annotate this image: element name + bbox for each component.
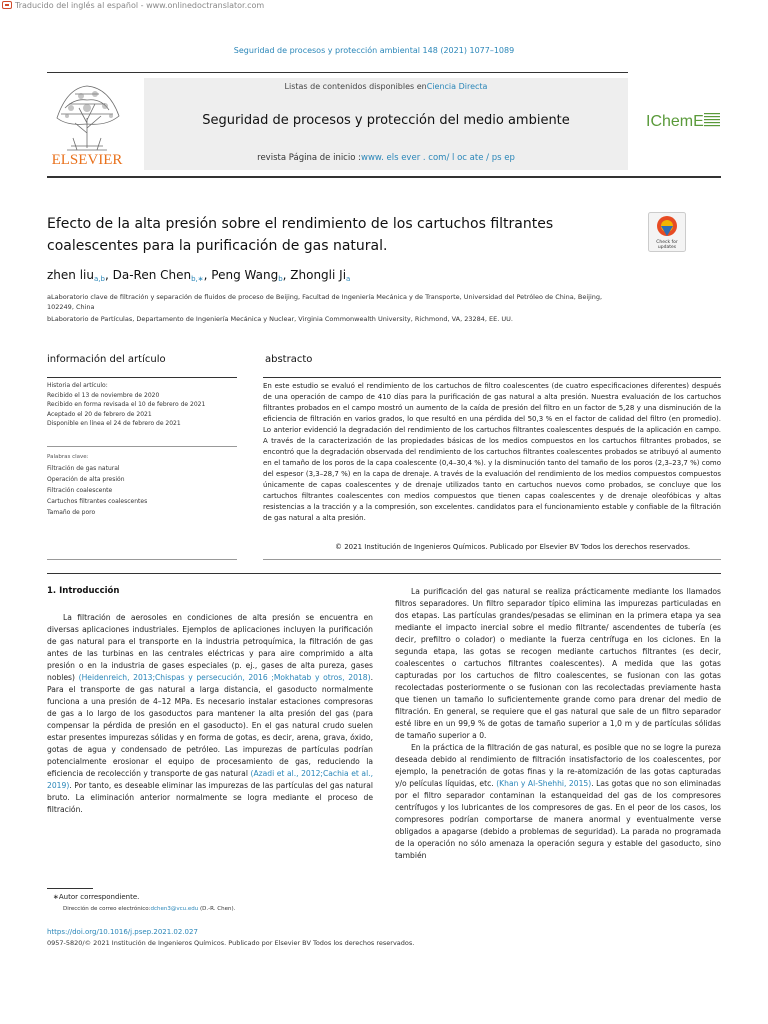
paragraph: En la práctica de la filtración de gas natural, es posible que no se logre la pureza deseada debido al rendimiento de filtración insatisfactorio de los coalescentes, por ejemplo, la penetración de gotas finas y la re-atomización de las gotas capturadas y/o películas líquidas, etc. (Khan y Al-Shehhi, 2015). Las gotas que no son eliminadas por el filtro separador contaminan la estanqueidad del gas de los compresores centrífugos y los lubricantes de los compresores de gas. En el peor de los casos, los compresores podrían comportarse de manera anormal y eventualmente verse obligados a apagarse (debido a problemas de seguridad). La parada no programada de la operación no sólo amenaza la operación segura y estable del gasoducto, sino también	[395, 743, 722, 860]
check-for-updates-icon[interactable]	[648, 212, 686, 252]
author-name[interactable]: Da-Ren Chen	[112, 268, 192, 282]
abstract-heading: abstracto	[265, 354, 313, 365]
header-rule	[47, 72, 628, 73]
keyword: Operación de alta presión	[47, 476, 125, 483]
footnote-rule	[47, 888, 93, 889]
citation-link[interactable]: (Khan y Al-Shehhi, 2015)	[496, 779, 592, 788]
author-affil-mark[interactable]: a	[346, 275, 351, 283]
history-received: Recibido el 13 de noviembre de 2020	[47, 391, 160, 399]
svg-text:Check for: Check for	[656, 240, 678, 245]
svg-text:ELSEVIER: ELSEVIER	[51, 152, 123, 166]
abstract-rule	[263, 377, 721, 378]
keywords-label: Palabras clave:	[47, 454, 89, 460]
history-rule	[47, 446, 237, 447]
svg-text:updates: updates	[657, 245, 677, 250]
elsevier-logo	[47, 78, 127, 166]
history-label: Historia del artículo:	[47, 382, 108, 389]
keywords	[47, 452, 147, 518]
svg-text:IChemE: IChemE	[646, 113, 704, 130]
article-history	[47, 381, 237, 429]
keyword: Filtración coalescente	[47, 487, 113, 494]
icheme-logo	[646, 108, 722, 132]
history-revised: Recibido en forma revisada el 10 de febrero de 2021	[47, 401, 206, 408]
journal-title: Seguridad de procesos y protección del medio ambiente	[202, 113, 570, 128]
corresponding-author-note: ∗Autor correspondiente.	[53, 893, 140, 901]
keyword: Cartuchos filtrantes coalescentes	[47, 498, 148, 505]
author-affil-mark[interactable]: b	[278, 275, 283, 283]
running-head[interactable]: Seguridad de procesos y protección ambiental 148 (2021) 1077–1089	[233, 46, 515, 55]
author-list: zhen liu$^{a,b}$, Da-Ren Chen$^{b,∗}$, Peng Wang$^b$, Zhongli Ji$^a$	[47, 268, 351, 283]
author-name[interactable]: Peng Wang	[211, 268, 279, 282]
affiliation-b: bLaboratorio de Partículas, Departamento de Ingeniería Mecánica y Nuclear, Virginia Commonwealth University, Richmond, VA, 23284, EE. UU.	[47, 315, 513, 323]
contents-prefix: Listas de contenidos disponibles en	[284, 82, 427, 91]
body-column-left	[47, 612, 373, 816]
email-note: Dirección de correo electrónico:dchen3@vcu.edu (D.-R. Chen).	[63, 906, 236, 912]
translator-banner-text: Traducido del inglés al español - www.onlinedoctranslator.com	[15, 0, 265, 10]
keyword: Filtración de gas natural	[47, 465, 120, 472]
journal-header-box	[144, 78, 628, 170]
doi-link[interactable]: https://doi.org/10.1016/j.psep.2021.02.027	[47, 928, 198, 936]
affiliation-a: aLaboratorio clave de filtración y separación de fluidos de proceso de Beijing, Facultad de Ingeniería Mecánica y de Transporte, Universidad del Petróleo de China, Beijing, 102249, China	[47, 293, 603, 311]
keyword: Tamaño de poro	[47, 509, 96, 516]
translator-banner[interactable]	[2, 0, 264, 10]
contents-availability	[144, 82, 628, 91]
author-affil-mark[interactable]: a,b	[93, 275, 105, 283]
issn-line: 0957-5820/© 2021 Institución de Ingenieros Químicos. Publicado por Elsevier BV Todos los derechos reservados.	[47, 939, 415, 947]
sciencedirect-link[interactable]: Ciencia Directa	[426, 82, 488, 91]
header-rule-thick	[47, 176, 721, 178]
author-name[interactable]: zhen liu	[47, 268, 94, 282]
homepage-prefix: revista Página de inicio :	[257, 153, 361, 163]
author-affil-mark[interactable]: b,∗	[191, 275, 204, 283]
paragraph: La purificación del gas natural se realiza prácticamente mediante los llamados filtros separadores. Un filtro separador típico elimina las impurezas particuladas en dos etapas. Las partículas grandes/pesadas se eliminan en la primera etapa ya sea mediante el impacto inercial sobre el medio filtrante/ ascendentes de tubería (es decir, prefiltro o colador) o mediante la fuerza centrífuga en los ciclones. En la segunda etapa, las gotas se recogen mediante cartuchos filtrantes (es decir, coalescentes o cartuchos filtrantes coalescentes). A medida que las gotas capturadas por los cartuchos de filtro coalescentes, se fusionan con las gotas recolectadas posteriormente o se fusionan con las recolectadas previamente hasta que tienen un tamaño lo suficientemente grande como para drenar del medio de filtración. En general, se requiere que el gas natural que sale de un filtro separador esté libre en un 99,9 % de gotas de tamaño superior a 1,0 m y de partículas sólidas de tamaño superior a 0.	[395, 587, 721, 740]
abstract-copyright: © 2021 Institución de Ingenieros Químicos. Publicado por Elsevier BV Todos los derechos reservados.	[335, 543, 691, 551]
citation-link[interactable]: (Azadi et al., 2012;Cachia et al., 2019)	[47, 769, 374, 790]
body-rule	[47, 573, 721, 574]
homepage-link[interactable]: www. els ever . com/ l oc ate / ps ep	[361, 153, 515, 163]
article-info-rule	[47, 377, 237, 378]
translate-icon	[2, 1, 12, 9]
intro-heading: 1. Introducción	[47, 586, 120, 596]
citation-link[interactable]: (Heidenreich, 2013;Chispas y persecución, 2016 ;Mokhatab y otros, 2018)	[78, 673, 371, 682]
info-end-rule	[47, 559, 237, 560]
abstract-end-rule	[263, 559, 721, 560]
article-info-heading: información del artículo	[47, 354, 166, 365]
article-title: Efecto de la alta presión sobre el rendimiento de los cartuchos filtrantes coalescentes para la purificación de gas natural.	[47, 216, 554, 254]
email-link[interactable]: dchen3@vcu.edu	[150, 906, 199, 912]
journal-homepage	[144, 153, 628, 163]
history-accepted: Aceptado el 20 de febrero de 2021	[47, 410, 152, 418]
abstract-text: En este estudio se evaluó el rendimiento de los cartuchos de filtro coalescentes (de cuatro especificaciones diferentes) después de una operación de campo de 410 días para la purificación de gas natural a alta presión. Nuestra evaluación de los cartuchos filtrantes probados en el campo mostró un aumento de la caída de presión del filtro en un factor de 5,28 y una disminución de la eficiencia de filtración en varios grados, lo que resultó en una pérdida del 50,3 % en el factor de calidad del filtro (en promedio). Lo anterior evidenció la degradación del rendimiento de los cartuchos filtrantes coalescentes después de la aplicación en campo. A través de la caracterización de las propiedades básicas de los medios compuestos en los cartuchos filtrantes probados, se encontró que la degradación observada del rendimiento de los cartuchos filtrantes coalescentes probados se atribuyó al aumento en el tamaño de los poros de la capa coalescente (0,4–30,4 %). y la disminución tanto del tamaño de los poros (2,3–23,7 %) como del espesor (3,3–28,7 %) en la capa de drenaje. A través de la evaluación del rendimiento de los medios compuestos compuestos únicamente de capas coalescentes y de drenaje utilizados tanto en cartuchos nuevos como probados, se concluye que los cartuchos filtrantes coalescentes con medios compuestos que tienen capas coalescentes y de drenaje oleofóbicas y altas resistencias a la tracción y a la compresión, son excelentes. candidatos para el funcionamiento estable y confiable de la filtración de gas natural a alta presión.	[263, 382, 721, 522]
paragraph: La filtración de aerosoles en condiciones de alta presión se encuentra en diversas aplicaciones industriales. Ejemplos de aplicaciones incluyen la purificación de gas natural para el transporte en la industria petroquímica, la filtración de gas antes de las turbinas en las centrales eléctricas y para aire comprimido a alta presión o en la industria de gases especiales (p. ej., gases de alta pureza, gases nobles) (Heidenreich, 2013;Chispas y persecución, 2016 ;Mokhatab y otros, 2018). Para el transporte de gas natural a larga distancia, el gasoducto normalmente funciona a una presión de 4–12 MPa. Es necesario instalar estaciones compresoras de gas a lo largo de los gasoductos para mantener la alta presión del gas (para compensar la pérdida de presión en el gasoducto). En el gas natural crudo suelen estar presentes impurezas sólidas y en forma de gotas, es decir, arena, grava, óxido, gotas de agua y condensado de petróleo. Las impurezas de partículas podrían potencialmente erosionar el equipo de procesamiento de gas, reduciendo la eficiencia de recolección y transporte de gas natural (Azadi et al., 2012;Cachia et al., 2019). Por tanto, es deseable eliminar las impurezas de las partículas del gas natural bruto. La eliminación anterior normalmente se logra mediante el proceso de filtración.	[47, 613, 374, 814]
author-name[interactable]: Zhongli Ji	[290, 268, 347, 282]
history-online: Disponible en línea el 24 de febrero de 2021	[47, 420, 181, 427]
body-column-right	[395, 586, 721, 862]
